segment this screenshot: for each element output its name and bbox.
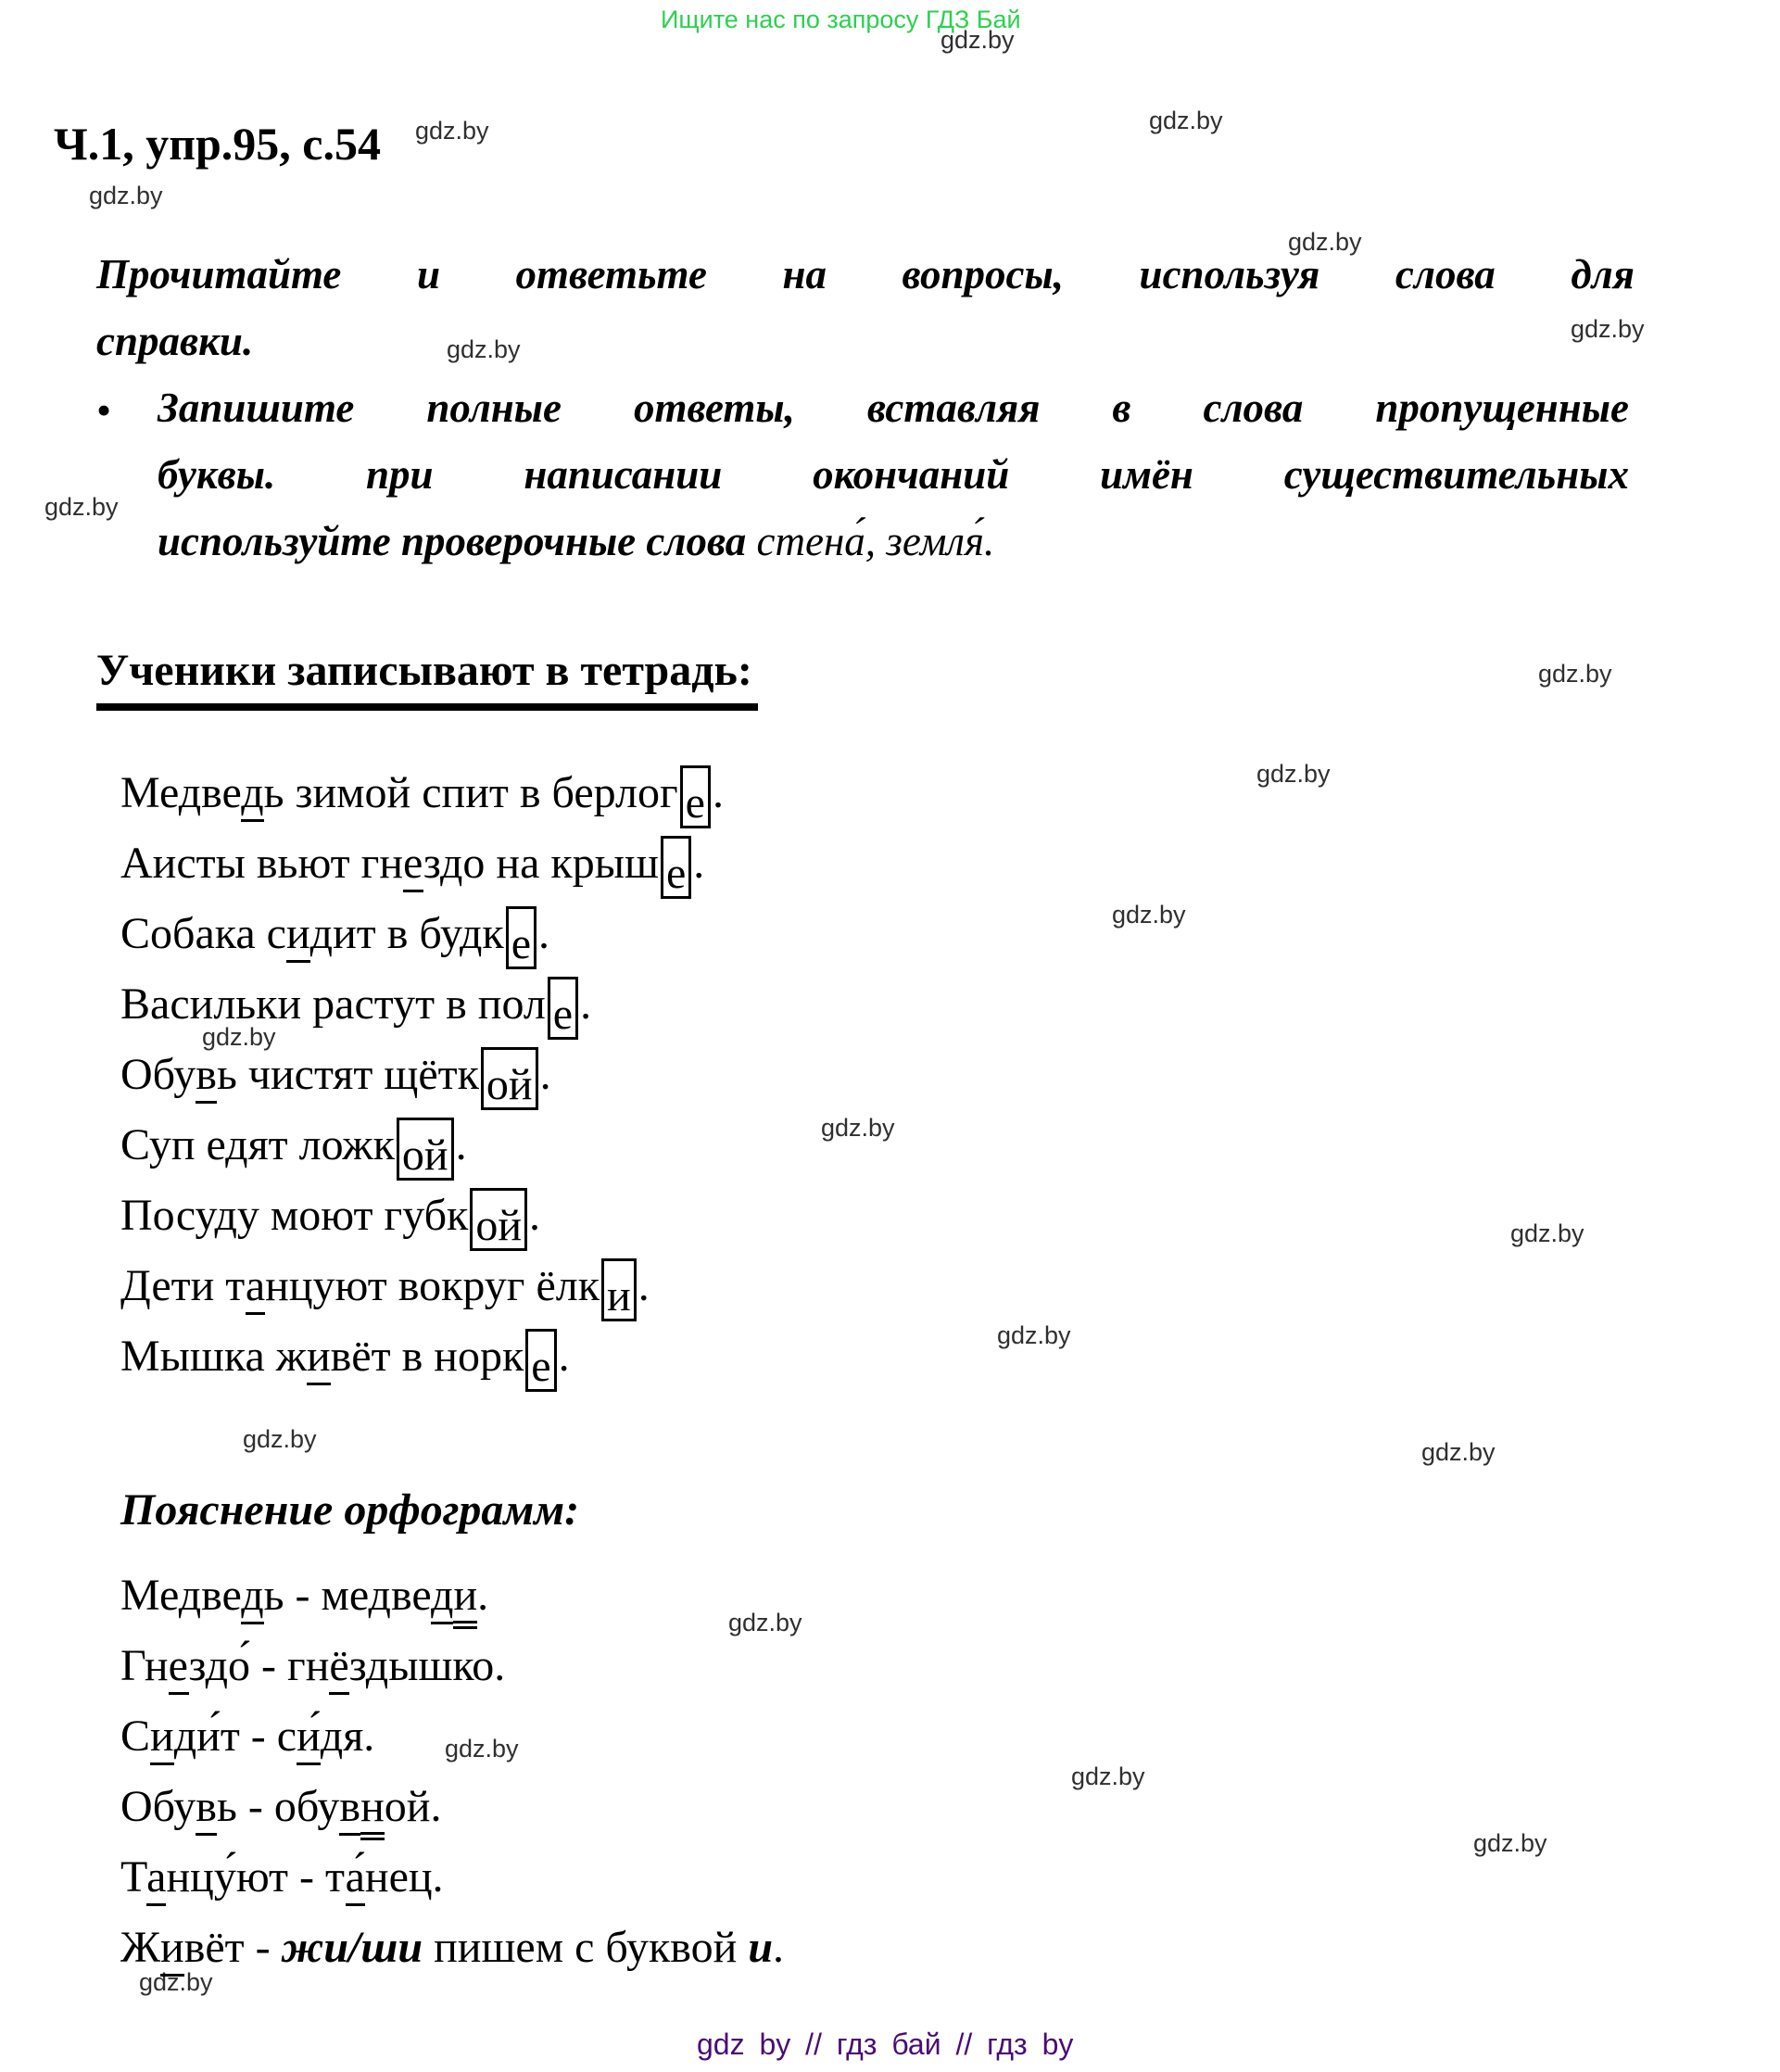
sentence-line-4 <box>120 977 591 1040</box>
text-segment: вёт в норк <box>330 1332 524 1381</box>
word: написании <box>524 451 723 498</box>
text-segment: н <box>360 1782 385 1840</box>
word: используя <box>1139 251 1320 297</box>
top-banner: Ищите нас по запросу ГДЗ Бай <box>661 6 1021 33</box>
text-segment: ой <box>470 1188 527 1251</box>
word: вставляя <box>866 385 1041 431</box>
word: ответьте <box>515 251 707 297</box>
text-segment: . <box>558 1332 570 1381</box>
sentence-line-2 <box>120 836 704 899</box>
sentence-line-7 <box>120 1188 540 1251</box>
watermark: gdz.by <box>139 1968 213 1996</box>
text-segment: д <box>431 1571 453 1624</box>
bullet-marker: • <box>96 386 112 434</box>
text-segment: и <box>150 1712 174 1765</box>
sentence-line-1 <box>120 765 724 828</box>
watermark: gdz.by <box>1473 1829 1547 1857</box>
explanation-line-1 <box>120 1570 488 1621</box>
text-segment: дя. <box>320 1712 375 1761</box>
text-segment: е <box>525 1329 556 1392</box>
explanation-line-6 <box>120 1922 784 1973</box>
text-segment: Гн <box>120 1641 169 1690</box>
text-segment: ой. <box>384 1782 442 1831</box>
explanation-line-5 <box>120 1851 444 1902</box>
text-segment: . <box>773 1923 785 1972</box>
text-segment: . <box>712 768 724 817</box>
text-segment: е <box>680 765 711 828</box>
text-segment: в <box>196 1050 217 1104</box>
instruction-line-2: справки. <box>96 318 254 364</box>
watermark: gdz.by <box>1256 760 1331 788</box>
text-segment: и <box>160 1923 184 1977</box>
text-segment: и <box>453 1571 477 1629</box>
watermark: gdz.by <box>1112 901 1186 929</box>
text-segment: . <box>538 909 550 958</box>
word: пропущенные <box>1375 385 1629 431</box>
text-segment: . <box>455 1120 467 1169</box>
text-segment: . <box>529 1191 540 1240</box>
text-segment: . <box>580 979 592 1029</box>
text-segment: здо на крыш <box>423 839 659 888</box>
page-footer: gdz by // гдз бай // гдз by <box>697 2028 1074 2061</box>
text-segment: ь - медве <box>263 1571 432 1620</box>
text-segment: вёт - <box>183 1923 282 1972</box>
text-segment: Медве <box>120 768 242 817</box>
watermark: gdz.by <box>997 1321 1071 1349</box>
text-segment: используйте проверочные слова <box>158 518 757 564</box>
text-segment: ё <box>329 1641 348 1695</box>
text-segment: а <box>146 1852 166 1906</box>
text-segment: а <box>246 1261 265 1315</box>
watermark: gdz.by <box>1288 228 1362 256</box>
text-segment: е <box>403 839 423 892</box>
watermark: gdz.by <box>940 26 1015 54</box>
text-segment: Мышка ж <box>120 1332 307 1381</box>
text-segment: Васильки растут в пол <box>120 979 546 1029</box>
text-segment: нцуют вокруг ёлк <box>265 1261 600 1310</box>
word: полные <box>426 385 562 431</box>
watermark: gdz.by <box>44 493 119 521</box>
word: Прочитайте <box>96 251 342 297</box>
word: слова <box>1395 251 1496 297</box>
text-segment: нец. <box>364 1852 444 1901</box>
text-segment: ой <box>481 1047 538 1110</box>
text-segment: Суп едят ложк <box>120 1120 395 1169</box>
text-segment: е <box>169 1641 189 1695</box>
text-segment: ь - обу <box>216 1782 340 1831</box>
watermark: gdz.by <box>415 117 489 145</box>
word: ответы, <box>633 385 795 431</box>
bullet-line-1 <box>158 384 1629 432</box>
word: для <box>1571 251 1635 297</box>
text-segment: ой <box>397 1118 454 1181</box>
watermark: gdz.by <box>1538 660 1612 688</box>
word: буквы. <box>158 451 276 498</box>
text-segment: и <box>286 909 310 963</box>
sentence-line-3 <box>120 906 549 969</box>
text-segment: и <box>307 1332 331 1385</box>
text-segment: здо́ - гн <box>188 1641 330 1690</box>
text-segment: д <box>241 768 263 822</box>
sentence-line-8 <box>120 1258 650 1321</box>
text-segment: а́ <box>346 1852 365 1906</box>
text-segment: е <box>548 977 578 1040</box>
bullet-line-2 <box>158 450 1629 499</box>
text-segment: д <box>241 1571 263 1624</box>
sentence-line-5 <box>120 1047 551 1110</box>
text-segment: Т <box>120 1852 147 1901</box>
text-segment: здышко. <box>348 1641 506 1690</box>
word: вопросы, <box>902 251 1064 297</box>
watermark: gdz.by <box>821 1114 895 1142</box>
text-segment: . <box>539 1050 551 1099</box>
word: окончаний <box>813 451 1010 498</box>
text-segment: Обу <box>120 1050 196 1099</box>
watermark: gdz.by <box>447 335 521 363</box>
watermark: gdz.by <box>1149 107 1223 134</box>
text-segment: е <box>661 836 691 899</box>
watermark: gdz.by <box>202 1023 276 1051</box>
text-segment: Медве <box>120 1571 242 1620</box>
text-segment: . <box>693 839 705 888</box>
text-segment: . <box>638 1261 650 1310</box>
text-segment: Ж <box>120 1923 161 1972</box>
text-segment: е <box>506 906 537 969</box>
instruction-line-1 <box>96 250 1635 298</box>
word: слова <box>1203 385 1304 431</box>
watermark: gdz.by <box>728 1609 802 1636</box>
text-segment: и <box>748 1923 774 1972</box>
text-segment: в <box>196 1782 217 1836</box>
text-segment: стена́, земля́. <box>756 518 995 564</box>
word: Запишите <box>158 385 355 431</box>
watermark: gdz.by <box>1071 1762 1145 1790</box>
section-heading-tetrad <box>96 645 758 711</box>
watermark: gdz.by <box>1571 315 1645 343</box>
text-segment: Собака с <box>120 909 286 958</box>
text-segment: Обу <box>120 1782 196 1831</box>
word: и <box>416 251 440 297</box>
watermark: gdz.by <box>89 182 163 209</box>
word: на <box>782 251 827 297</box>
word: имён <box>1100 451 1193 498</box>
sentence-line-6 <box>120 1118 467 1181</box>
text-segment: дит в будк <box>309 909 504 958</box>
text-segment: и <box>601 1258 637 1321</box>
text-segment: . <box>477 1571 489 1620</box>
sentence-line-9 <box>120 1329 570 1392</box>
text-segment: ди́т - с <box>173 1712 297 1761</box>
bullet-line-3 <box>158 517 994 565</box>
text-segment: нцу́ют - т <box>166 1852 346 1901</box>
text-segment: Дети т <box>120 1261 246 1310</box>
word: в <box>1112 385 1131 431</box>
page-title: Ч.1, упр.95, с.54 <box>54 118 382 170</box>
explanation-line-3 <box>120 1711 374 1762</box>
explanation-line-4 <box>120 1781 441 1832</box>
section-heading-tetrad-text: Ученики записывают в тетрадь: <box>96 645 758 711</box>
text-segment: ь чистят щётк <box>216 1050 479 1099</box>
section-heading-orfogrammy: Пояснение орфограмм: <box>120 1485 580 1535</box>
watermark: gdz.by <box>1421 1438 1496 1466</box>
watermark: gdz.by <box>243 1425 317 1453</box>
text-segment: и́ <box>297 1712 321 1765</box>
text-segment: ь зимой спит в берлог <box>263 768 678 817</box>
text-segment: Посуду моют губк <box>120 1191 469 1240</box>
text-segment: Аисты вьют гн <box>120 839 404 888</box>
text-segment: в <box>339 1782 360 1836</box>
text-segment: С <box>120 1712 151 1761</box>
watermark: gdz.by <box>1510 1219 1584 1247</box>
watermark: gdz.by <box>445 1735 519 1762</box>
text-segment: жи/ши <box>281 1923 423 1972</box>
explanation-line-2 <box>120 1640 505 1691</box>
word: существительных <box>1283 451 1629 498</box>
text-segment: пишем с буквой <box>423 1923 749 1972</box>
word: при <box>366 451 434 498</box>
